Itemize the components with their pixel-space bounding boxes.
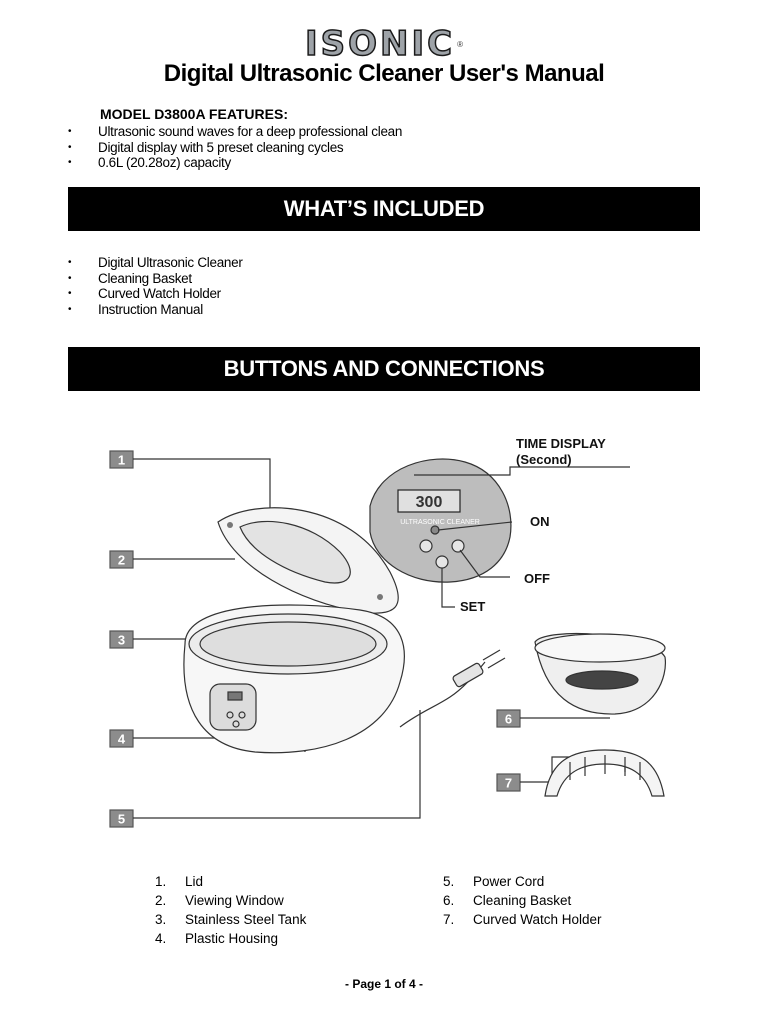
features-heading: MODEL D3800A FEATURES:	[100, 106, 288, 122]
callout-box-7	[497, 774, 520, 791]
legend-number: 6.	[443, 893, 455, 908]
logo-text: ISONIC	[304, 24, 456, 64]
legend-item	[155, 872, 306, 891]
brand-logo	[0, 24, 768, 64]
legend-label: Curved Watch Holder	[473, 912, 602, 927]
label-time-display-unit: (Second)	[516, 452, 572, 467]
callout-box-1	[110, 451, 133, 468]
list-item: • Curved Watch Holder	[68, 286, 243, 302]
legend-number: 2.	[155, 893, 167, 908]
included-list	[68, 255, 243, 317]
legend-number: 1.	[155, 874, 167, 889]
legend-label: Viewing Window	[185, 893, 284, 908]
list-item: • Digital display with 5 preset cleaning cycles	[68, 140, 402, 156]
panel-text: ULTRASONIC CLEANER	[400, 519, 480, 526]
product-diagram	[90, 412, 682, 850]
list-item: • 0.6L (20.28oz) capacity	[68, 155, 402, 171]
legend-label: Cleaning Basket	[473, 893, 572, 908]
callout-box-2	[110, 551, 133, 568]
legend-number: 4.	[155, 931, 167, 946]
callout-number: 2	[117, 552, 126, 568]
page-footer: - Page 1 of 4 -	[344, 977, 424, 991]
label-off: OFF	[524, 571, 550, 586]
callout-number: 5	[117, 811, 126, 827]
list-item: • Ultrasonic sound waves for a deep professional clean	[68, 124, 402, 140]
power-cord-illustration	[400, 650, 505, 727]
registered-mark: ®	[457, 39, 463, 49]
legend-item	[155, 891, 306, 910]
legend-label: Plastic Housing	[185, 931, 279, 946]
section-banner-whats-included: WHAT’S INCLUDED	[68, 187, 700, 231]
control-panel-illustration	[370, 459, 630, 607]
legend-item	[443, 872, 602, 891]
list-item: • Digital Ultrasonic Cleaner	[68, 255, 243, 271]
callout-number: 3	[117, 632, 126, 648]
legend-label: Lid	[185, 874, 204, 889]
section-banner-buttons: BUTTONS AND CONNECTIONS	[68, 347, 700, 391]
legend-number: 7.	[443, 912, 455, 927]
callout-number: 6	[504, 711, 513, 727]
legend-label: Power Cord	[473, 874, 545, 889]
legend-item	[155, 910, 306, 929]
label-set: SET	[460, 599, 486, 614]
legend-number: 3.	[155, 912, 167, 927]
legend-number: 5.	[443, 874, 455, 889]
callout-box-4	[110, 730, 133, 747]
page-title: Digital Ultrasonic Cleaner User's Manual	[163, 60, 605, 87]
legend-label: Stainless Steel Tank	[185, 912, 307, 927]
lcd-value: 300	[415, 494, 443, 511]
label-on: ON	[530, 514, 550, 529]
label-time-display: TIME DISPLAY	[516, 436, 606, 451]
legend-item	[443, 910, 602, 929]
features-list	[68, 124, 402, 171]
callout-box-5	[110, 810, 133, 827]
callout-box-6	[497, 710, 520, 727]
callout-number: 7	[504, 775, 513, 791]
list-item: • Cleaning Basket	[68, 271, 243, 287]
callout-number: 4	[117, 731, 126, 747]
legend-item	[155, 929, 306, 948]
list-item: • Instruction Manual	[68, 302, 243, 318]
cleaning-basket-illustration	[535, 634, 665, 714]
cleaner-body-illustration	[184, 605, 404, 753]
callout-box-3	[110, 631, 133, 648]
parts-legend-right	[443, 872, 602, 929]
callout-number: 1	[117, 452, 126, 468]
legend-item	[443, 891, 602, 910]
parts-legend-left	[155, 872, 306, 948]
